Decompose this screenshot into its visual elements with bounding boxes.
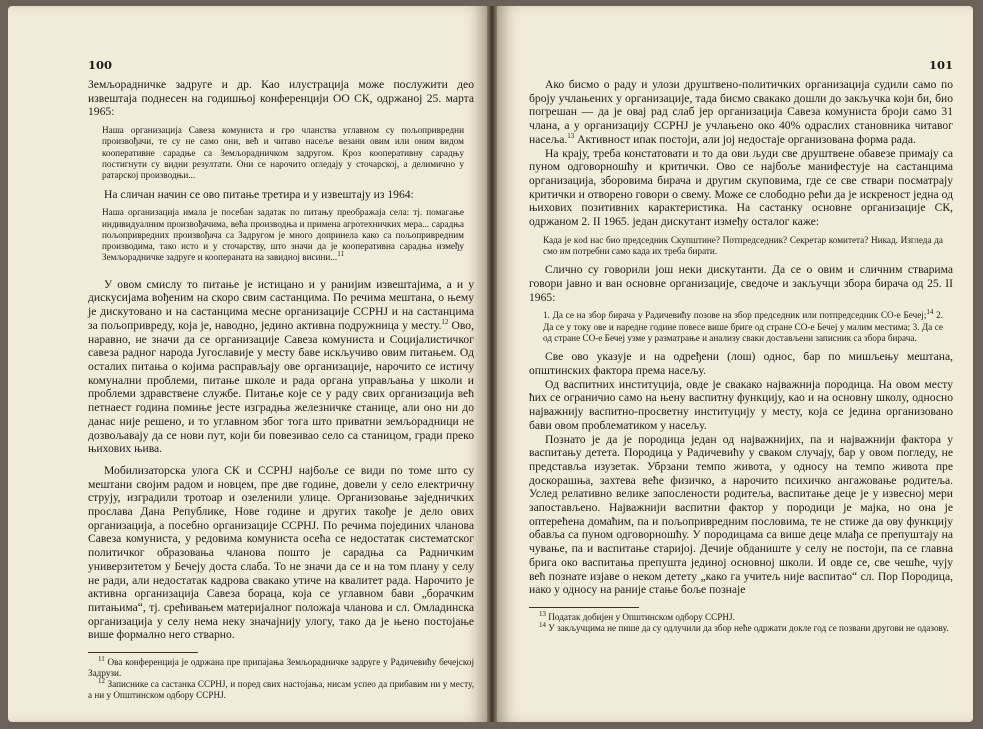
footnote-text: Записнике са састанка ССРНЈ, и поред свих настојања, нисам успео да прибавим ни у месту, а ни у Општинском одбору ССРНЈ. (88, 679, 474, 701)
spacer (88, 270, 474, 278)
left-page-body (88, 78, 474, 701)
paragraph (529, 78, 953, 147)
paragraph-text: Ово, наравно, не значи да се организације Савеза комуниста и Социјалистичког савеза радног народа Југославије у месту баве искључиво овим питањем. Од осталих питања о којима расправљају ове организације, нарочито се истичу комунални проблеми, питање школе и рада органа управљања у школи и проблеми здравствене службе. Питање које се у раду свих организација већ петнаест година помиње јесте изградња железничке станице, али оно ни до данас није решено, и то углавном због тога што приватни земљорадници не дозвољавају да се нови пут, који би повезивао село са станицом, гради преко њихових њива. (88, 318, 474, 456)
quote-text: 2. Да се у току ове и наредне године повесе више бриге од стране СО-е Бечеј у малим местима; 3. Да се од стране СО-е Бечеј узме у разматрање и анализу сваки достављени записник са збора бирача. (543, 310, 944, 344)
spacer (88, 456, 474, 464)
paragraph-text: У овом смислу то питање је истицано и у ранијим извештајима, а и у дискусијама вођеним на скоро свим састанцима. По речима мештана, о њему је дискутовано и на састанцима месне организације ССРНЈ и на састанцима за пољопривреду, која је, наводно, једино активна подружница у месту. (88, 277, 474, 332)
paragraph: Познато је да је породица један од најважнијих, па и најважнији фактора у васпитању детета. Породица у Радичевићу у сваком случају, бар у овом погледу, не представља изузетак. Убрзани темпо живота, у односу на темпо живота пре доскорашња, захтева веће физичко, а нарочито психичко ангажовање родитеља. Услед релативно велике запослености родитеља, васпитање деце је у извесној мери запостављено. Најважнији васпитни фактор у породици је мајка, но она је оптерећена домаћим, па и пољопривредним пословима, те не стиже да ову функцију обавља са пуном одговорношћу. У породицама са више деце млађа се препуштају на чување, па и васпитање старијој. Дечије обданиште у селу не постоји, па се главна брига око васпитања препушта јединој основној школи. И овде се, све чешће, чују већ познате изјаве о неком детету „како га учитељ није васпитао“ сл. Пор Породица, иако у односу на раније стање боље познаје (529, 432, 953, 597)
paragraph-text: Ако бисмо о раду и улози друштвено-политичких организација судили само по броју учлањених у организације, тада бисмо свакако дошли до закључка који би, био погрешан — да је овај рад слаб јер организација Савеза комуниста броји само 31 члана, а у организацију ССРНЈ је учлањено око 40% одраслих становника читавог насеља. (529, 78, 953, 146)
footnote-rule (88, 652, 198, 653)
footnote-number: 12 (98, 677, 105, 685)
footnote (88, 679, 474, 701)
footnote-text: Ова конференција је одржана пре припајања Земљорадничке задруге у Радичевићу бечејској Задрузи. (88, 657, 474, 679)
block-quote: Када је кod нас био председник Скупштине? Потпредседник? Секретар комитета? Никад. Изгледа да смо им потребни само када их треба бирати. (543, 234, 943, 257)
quote-text: 1. Да се на збор бирача у Радичевићу позове на збор председник или потпредседник СО-е Бечеј; (543, 310, 927, 321)
right-page-body (529, 78, 953, 634)
paragraph: Од васпитних институција, овде је свакако најважнија породица. На овом месту ћих се ограничио само на њену васпитну функцију, као и на основну школу, односно најважнију васпитно-просветну институцију у месту, која се једина организовано бави овом проблематиком у насељу. (529, 377, 953, 432)
paragraph: Све ово указује и на одређени (лош) однос, бар по мишљењу мештана, општинских фактора према насељу. (529, 350, 953, 378)
paragraph: Мобилизаторска улога СК и ССРНЈ најбоље се види по томе што су мештани својим радом и новцем, пре две године, довели у село електричну струју, изградили тротоар и озеленили улице. Организовање заједничких прослава Дана Републике, Нове године и других такође је дело ових организација, а посебно организације ССРНЈ. По речима појединих чланова Савеза комуниста, у редовима комуниста осећа се недостатак систематског политичког образовања чланова пошто је сарадња са Радничким универзитетом у Бечеју доста слаба. То не значи да се и на том плану у селу не ради, али недостатак кадрова свакако утиче на квалитет рада. Нарочито је активна организација Савеза бораца, која се углавном бави „борачким питањима“, тј. срећивањем материјалног положаја чланова и сл. Омладинска организација у селу нема неку значајнију улогу, тако да је њено постојање више формално него стварно. (88, 463, 474, 642)
footnote (88, 657, 474, 679)
footnote (529, 609, 953, 623)
right-page (497, 6, 973, 722)
paragraph: Земљорадничке задруге и др. Као илустрација може послужити део извештаја поднесен на годишњој конференцији ОО СК, одржаној 25. марта 1965: (88, 78, 474, 119)
paragraph: На крају, треба констатовати и то да ови људи све друштвене обавезе примају са пуном одговорношћу и критички. Ово се најбоље манифестује на састанцима организација, зборовима бирача и другим скуповима, где се све ствари посматрају критички и отворено говори о свему. Може се слободно рећи да је искреност једна од њихових позитивних карактеристика. На састанку основне организације СК, одржаном 2. II 1965. један дискутант између осталог каже: (529, 146, 953, 229)
footnote-number: 13 (539, 609, 546, 618)
footnote-text: Податак добијен у Општинском одбору ССРНЈ. (548, 611, 735, 622)
paragraph-text: Активност ипак постоји, али јој недостаје организована форма рада. (574, 132, 916, 146)
paragraph (88, 278, 474, 456)
footnote-ref: 13 (567, 131, 575, 140)
paragraph: Слично су говорили још неки дискутанти. Да се о овим и сличним стварима говори јавно и ван основне организације, сведоче и закључци зборa бирача од 25. II 1965: (529, 263, 953, 304)
footnote-ref: 12 (441, 318, 449, 327)
paragraph: На сличан начин се ово питање третира и у извештају из 1964: (104, 187, 414, 201)
footnote-number: 14 (539, 620, 546, 629)
block-quote (543, 310, 943, 344)
block-quote (102, 207, 464, 263)
quote-text: Наша организација имала је посебан задатак по питању преображаја села: тј. помагање индивидуалним произвођачима, већа производња и примена агротехничких мера... сарадња пољопривредних произвођача са Задругом је много допринела како са пољопривредним производима, тако исто и у сточарству, што значи да је кооперативна сарадња између Земљорадничке задруге и коопераната на завидној висини... (102, 207, 464, 263)
footnote (529, 620, 953, 634)
footnote-number: 11 (98, 655, 105, 663)
block-quote: Наша организација Савеза комуниста и гро чланства углавном су пољопривредни произвођачи, те су не само они, већ и читаво насеље везани овим или оним видом кооперативне сарадње са Земљорадничком задругом. Кроз кооперативну сарадњу постигнути су видни резултати. Они се нарочито огледају у сточарској, а делимично у ратарској производњи... (102, 125, 464, 181)
footnote-rule (529, 607, 639, 608)
footnote-ref: 11 (337, 250, 344, 259)
footnote-text: У закључцима не пише да су одлучили да збор неће одржати докле год се позвани другови не одазову. (548, 622, 949, 633)
left-page (8, 6, 487, 722)
page-number: 101 (928, 58, 953, 72)
footnote-ref: 14 (926, 308, 934, 317)
page-number: 100 (88, 58, 113, 72)
book-gutter (487, 6, 497, 722)
